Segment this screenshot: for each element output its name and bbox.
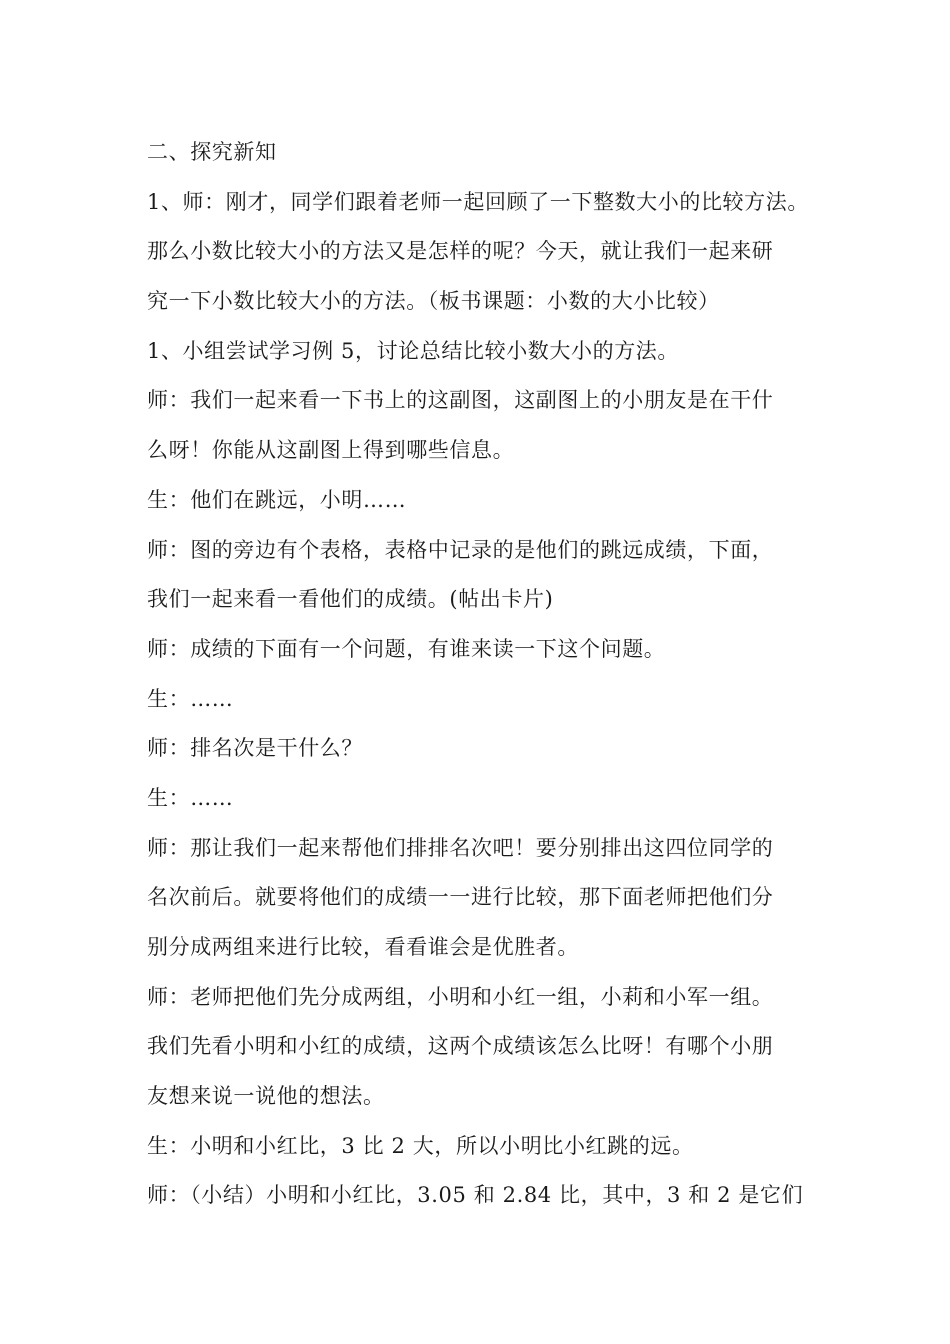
section-heading: 二、探究新知 [147, 140, 277, 164]
text-line: 师：图的旁边有个表格，表格中记录的是他们的跳远成绩，下面， [147, 537, 774, 562]
text-line: 那么小数比较大小的方法又是怎样的呢？今天，就让我们一起来研 [147, 239, 774, 264]
text-line: 我们一起来看一看他们的成绩。(帖出卡片) [147, 587, 554, 612]
text-line: 名次前后。就要将他们的成绩一一进行比较，那下面老师把他们分 [147, 885, 774, 910]
text-line: 1、小组尝试学习例 5，讨论总结比较小数大小的方法。 [147, 338, 679, 363]
text-line: 么呀！你能从这副图上得到哪些信息。 [147, 438, 515, 463]
text-line: 生：小明和小红比，3 比 2 大，所以小明比小红跳的远。 [147, 1133, 694, 1158]
text-line: 师：那让我们一起来帮他们排排名次吧！要分别排出这四位同学的 [147, 835, 774, 860]
text-line: 师：（小结）小明和小红比，3.05 和 2.84 比，其中，3 和 2 是它们 [147, 1183, 804, 1208]
text-line: 1、师：刚才，同学们跟着老师一起回顾了一下整数大小的比较方法。 [147, 189, 809, 214]
text-line: 友想来说一说他的想法。 [147, 1084, 385, 1109]
document-body [147, 128, 847, 1221]
text-line: 生：…… [147, 785, 234, 810]
text-line: 生：他们在跳远，小明…… [147, 487, 407, 512]
text-line: 别分成两组来进行比较，看看谁会是优胜者。 [147, 935, 579, 959]
text-line: 生：…… [147, 686, 234, 711]
text-line: 师：排名次是干什么？ [147, 736, 363, 761]
text-line: 究一下小数比较大小的方法。（板书课题：小数的大小比较） [147, 289, 720, 314]
text-line: 我们先看小明和小红的成绩，这两个成绩该怎么比呀！有哪个小朋 [147, 1034, 774, 1059]
text-line: 师：我们一起来看一下书上的这副图，这副图上的小朋友是在干什 [147, 388, 774, 413]
text-line: 师：成绩的下面有一个问题，有谁来读一下这个问题。 [147, 636, 666, 661]
text-line: 师：老师把他们先分成两组，小明和小红一组，小莉和小军一组。 [147, 984, 774, 1009]
